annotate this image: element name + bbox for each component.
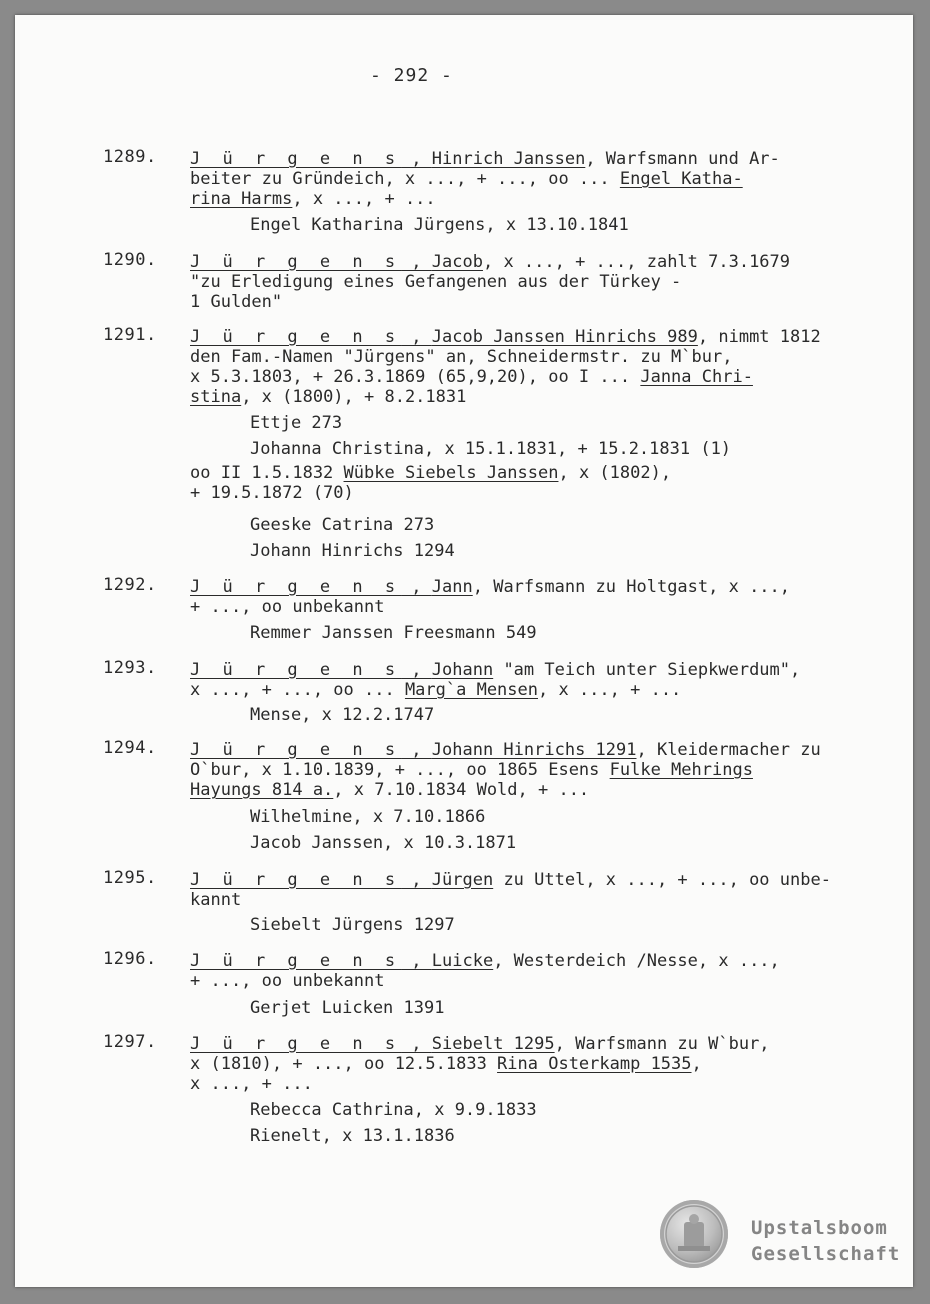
underlined-name: ,	[401, 740, 432, 760]
entry-line	[190, 347, 821, 367]
entry-line	[190, 577, 790, 597]
entry-line	[190, 483, 671, 503]
entry-body	[190, 660, 800, 700]
underlined-name: Jacob Janssen Hinrichs 989	[431, 327, 698, 347]
child-entry: Siebelt Jürgens 1297	[250, 915, 455, 935]
underlined-name: J ü r g e n s	[190, 951, 402, 971]
entry-body	[190, 577, 790, 617]
second-marriage	[190, 463, 671, 503]
child-entry: Rienelt, x 13.1.1836	[250, 1126, 455, 1146]
entry-text: , x 7.10.1834 Wold, + ...	[333, 780, 590, 800]
entry-number: 1294.	[103, 738, 157, 758]
underlined-name: Jürgen	[431, 870, 494, 890]
entry-text: , x ..., + ...	[292, 189, 436, 209]
underlined-name: Jacob	[431, 252, 483, 272]
child-entry: Johann Hinrichs 1294	[250, 541, 455, 561]
underlined-name: Hayungs 814 a.	[190, 780, 334, 800]
entry-number: 1295.	[103, 868, 157, 888]
entry-text: + ..., oo unbekannt	[190, 597, 385, 617]
entry-number: 1292.	[103, 575, 157, 595]
entry-body	[190, 149, 780, 209]
entry-number: 1290.	[103, 250, 157, 270]
underlined-name: Engel Katha-	[619, 169, 743, 189]
seal-icon	[660, 1200, 728, 1268]
underlined-name: ,	[401, 660, 432, 680]
entry-text: x (1810), + ..., oo 12.5.1833	[190, 1054, 498, 1074]
underlined-name: J ü r g e n s	[190, 1034, 402, 1054]
child-entry: Mense, x 12.2.1747	[250, 705, 435, 725]
entry-line	[190, 149, 780, 169]
entry-text: , Warfsmann und Ar-	[585, 149, 780, 169]
child-entry: Ettje 273	[250, 413, 343, 433]
society-watermark	[751, 1215, 900, 1267]
entry-text: x ..., + ..., oo ...	[190, 680, 405, 700]
entry-text: , Warfsmann zu Holtgast, x ...,	[472, 577, 791, 597]
entry-body	[190, 870, 831, 910]
entry-body	[190, 327, 821, 407]
underlined-name: ,	[401, 577, 432, 597]
underlined-name: Hinrich Janssen	[431, 149, 586, 169]
underlined-name: J ü r g e n s	[190, 577, 402, 597]
underlined-name: Rina Osterkamp 1535	[497, 1054, 692, 1074]
entry-text: , x ..., + ...	[538, 680, 682, 700]
entry-text: "zu Erledigung eines Gefangenen aus der Türkey -	[190, 272, 682, 292]
entry-text: kannt	[190, 890, 242, 910]
underlined-name: Johann	[431, 660, 494, 680]
entry-line	[190, 780, 821, 800]
entry-line	[190, 292, 790, 312]
entry-line	[190, 367, 821, 387]
underlined-name: Luicke	[431, 951, 494, 971]
entry-text: "am Teich unter Siepkwerdum",	[493, 660, 801, 680]
entry-text: , Kleidermacher zu	[636, 740, 821, 760]
underlined-name: Johann Hinrichs 1291	[431, 740, 637, 760]
entry-text: , Westerdeich /Nesse, x ...,	[493, 951, 780, 971]
document-page	[15, 15, 913, 1287]
entry-line	[190, 169, 780, 189]
child-entry: Johanna Christina, x 15.1.1831, + 15.2.1831 (1)	[250, 439, 732, 459]
page-number: - 292 -	[370, 65, 453, 86]
entry-text: x 5.3.1803, + 26.3.1869 (65,9,20), oo I ...	[190, 367, 641, 387]
entry-text: + ..., oo unbekannt	[190, 971, 385, 991]
entry-number: 1296.	[103, 949, 157, 969]
entry-number: 1291.	[103, 325, 157, 345]
child-entry: Rebecca Cathrina, x 9.9.1833	[250, 1100, 537, 1120]
underlined-name: Marg`a Mensen	[404, 680, 538, 700]
entry-line	[190, 951, 780, 971]
watermark-line-1: Upstalsboom	[751, 1217, 888, 1239]
entry-text: 1 Gulden"	[190, 292, 283, 312]
entry-text: O`bur, x 1.10.1839, + ..., oo 1865 Esens	[190, 760, 610, 780]
entry-body	[190, 1034, 770, 1094]
child-entry: Engel Katharina Jürgens, x 13.10.1841	[250, 215, 629, 235]
underlined-name: rina Harms	[190, 189, 293, 209]
entry-line	[190, 760, 821, 780]
underlined-name: ,	[401, 870, 432, 890]
entry-line	[190, 870, 831, 890]
underlined-name: J ü r g e n s	[190, 660, 402, 680]
underlined-name: ,	[401, 252, 432, 272]
entry-text: oo II 1.5.1832	[190, 463, 344, 483]
entry-line	[190, 387, 821, 407]
underlined-name: stina	[190, 387, 242, 407]
entry-text: , x (1802),	[558, 463, 672, 483]
underlined-name: Siebelt 1295	[431, 1034, 555, 1054]
underlined-name: J ü r g e n s	[190, 149, 402, 169]
entry-number: 1293.	[103, 658, 157, 678]
underlined-name: Wübke Siebels Janssen	[343, 463, 559, 483]
underlined-name: J ü r g e n s	[190, 252, 402, 272]
entry-line	[190, 597, 790, 617]
underlined-name: ,	[401, 149, 432, 169]
entry-text: ,	[691, 1054, 702, 1074]
entry-line	[190, 272, 790, 292]
underlined-name: Fulke Mehrings	[609, 760, 753, 780]
watermark-line-2: Gesellschaft	[751, 1243, 901, 1265]
entry-body	[190, 252, 790, 312]
entry-line	[190, 1074, 770, 1094]
entry-line	[190, 680, 800, 700]
entry-body	[190, 740, 821, 800]
entry-text: zu Uttel, x ..., + ..., oo unbe-	[493, 870, 831, 890]
entry-line	[190, 1054, 770, 1074]
entry-line	[190, 252, 790, 272]
entry-line	[190, 971, 780, 991]
entry-line	[190, 740, 821, 760]
entry-line	[190, 327, 821, 347]
entry-text: + 19.5.1872 (70)	[190, 483, 354, 503]
underlined-name: ,	[401, 951, 432, 971]
entry-number: 1289.	[103, 147, 157, 167]
entry-text: beiter zu Gründeich, x ..., + ..., oo ...	[190, 169, 620, 189]
child-entry: Jacob Janssen, x 10.3.1871	[250, 833, 517, 853]
child-entry: Wilhelmine, x 7.10.1866	[250, 807, 486, 827]
underlined-name: ,	[401, 327, 432, 347]
entry-line	[190, 1034, 770, 1054]
entry-text: , Warfsmann zu W`bur,	[554, 1034, 770, 1054]
underlined-name: J ü r g e n s	[190, 327, 402, 347]
entry-text: , x ..., + ..., zahlt 7.3.1679	[482, 252, 791, 272]
underlined-name: J ü r g e n s	[190, 740, 402, 760]
child-entry: Gerjet Luicken 1391	[250, 998, 445, 1018]
entry-text: , x (1800), + 8.2.1831	[241, 387, 467, 407]
child-entry: Geeske Catrina 273	[250, 515, 435, 535]
entry-text: x ..., + ...	[190, 1074, 313, 1094]
entry-text: den Fam.-Namen "Jürgens" an, Schneidermstr. zu M`bur,	[190, 347, 733, 367]
entry-line	[190, 463, 671, 483]
underlined-name: J ü r g e n s	[190, 870, 402, 890]
entry-body	[190, 951, 780, 991]
underlined-name: Janna Chri-	[640, 367, 753, 387]
entry-line	[190, 660, 800, 680]
entry-line	[190, 189, 780, 209]
entry-number: 1297.	[103, 1032, 157, 1052]
underlined-name: ,	[401, 1034, 432, 1054]
entry-line	[190, 890, 831, 910]
child-entry: Remmer Janssen Freesmann 549	[250, 623, 537, 643]
underlined-name: Jann	[431, 577, 473, 597]
entry-text: , nimmt 1812	[697, 327, 821, 347]
